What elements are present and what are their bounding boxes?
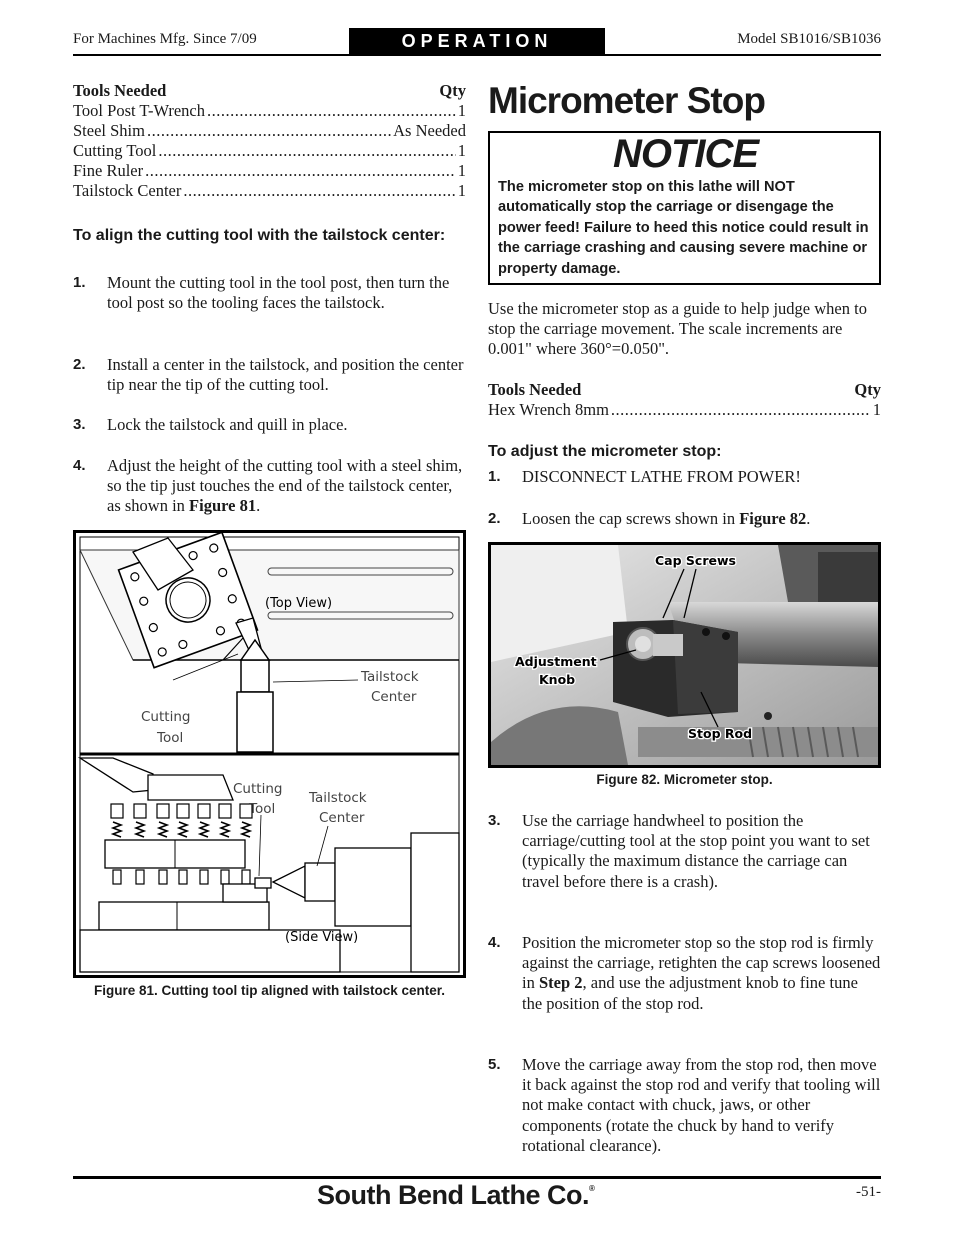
step-number: 1. — [488, 468, 501, 485]
figure-reference: Figure 81 — [189, 496, 257, 516]
header-machines-note: For Machines Mfg. Since 7/09 — [73, 31, 257, 47]
page-number: -51- — [856, 1184, 881, 1200]
step-number: 4. — [73, 457, 86, 474]
header-model: Model SB1016/SB1036 — [737, 31, 881, 47]
figure-81-illustration — [73, 530, 466, 978]
adjust-heading: To adjust the micrometer stop: — [488, 443, 722, 460]
label-cutting-1: Cutting — [141, 709, 191, 725]
tool-qty: 1 — [457, 141, 466, 160]
step-text-part: . — [806, 509, 811, 528]
step-number: 3. — [488, 812, 501, 829]
tools-row — [73, 161, 466, 181]
step-text-part: , and use the adjustment knob to fine tune the position of the stop rod. — [522, 973, 858, 1013]
adjust-step-5 — [488, 1055, 881, 1156]
label-side-tail-1: Tailstock — [309, 790, 367, 806]
step-text — [522, 933, 881, 1014]
adjust-step-1 — [488, 467, 881, 487]
adjust-step-3 — [488, 811, 881, 892]
right-tools-table — [488, 380, 881, 420]
footer-rule — [73, 1176, 881, 1179]
tool-qty: 1 — [872, 400, 881, 419]
step-text: Use the carriage handwheel to position the carriage/cutting tool at the stop point you want to set (typically the maximum distance the carriage can travel before there is a crash). — [522, 811, 870, 891]
align-step-3 — [73, 415, 466, 435]
step-text-part: Adjust the height of the cutting tool with a steel shim, so the tip just touches the end of the tailstock center, as shown in — [107, 456, 463, 516]
tools-row — [73, 141, 466, 161]
align-step-1 — [73, 273, 466, 313]
step-reference: Step 2 — [538, 973, 583, 993]
tools-row — [73, 101, 466, 121]
tools-header-qty: Qty — [854, 380, 881, 399]
step-text: Lock the tailstock and quill in place. — [107, 415, 348, 434]
align-step-2 — [73, 355, 466, 395]
tools-header-label: Tools Needed — [488, 380, 582, 399]
tools-row — [488, 400, 881, 420]
step-number: 1. — [73, 274, 86, 291]
step-number: 5. — [488, 1056, 501, 1073]
label-stop-rod: Stop Rod — [688, 726, 753, 741]
step-number: 3. — [73, 416, 86, 433]
figure-82-caption: Figure 82. Micrometer stop. — [596, 772, 773, 787]
tools-header — [488, 380, 881, 400]
step-text-part: . — [256, 496, 261, 516]
tool-qty: 1 — [457, 101, 466, 120]
label-adjustment-2: Knob — [539, 672, 576, 687]
section-title: Micrometer Stop — [488, 80, 765, 121]
step-number: 4. — [488, 934, 501, 951]
label-cap-screws: Cap Screws — [655, 553, 736, 568]
align-heading: To align the cutting tool with the tailstock center: — [73, 227, 446, 244]
step-text — [522, 509, 881, 529]
notice-body: The micrometer stop on this lathe will NOT automatically stop the carriage or disengage the power feed! Failure to heed this notice could result in the carriage crashing and causing severe machine or property damage. — [498, 179, 869, 277]
step-text — [107, 456, 466, 517]
label-tailstock-1: Tailstock — [361, 669, 419, 685]
registered-mark: ® — [588, 1184, 595, 1193]
tools-row — [73, 181, 466, 201]
tool-qty: 1 — [457, 181, 466, 200]
tools-header-label: Tools Needed — [73, 81, 167, 100]
header-section-band: OPERATION — [349, 28, 605, 54]
brand-name: South Bend Lathe Co. — [317, 1180, 589, 1210]
notice-box — [488, 131, 881, 285]
notice-heading: NOTICE — [613, 132, 759, 176]
label-adjustment-1: Adjustment — [515, 654, 597, 669]
tool-name: Tailstock Center — [73, 181, 182, 200]
label-top-view: (Top View) — [265, 596, 333, 611]
tools-header-qty: Qty — [439, 81, 466, 100]
label-tailstock-2: Center — [371, 689, 417, 705]
figure-reference: Figure 82 — [739, 509, 807, 528]
tools-row — [73, 121, 466, 141]
tool-name: Fine Ruler — [73, 161, 144, 180]
label-side-cutting-1: Cutting — [233, 781, 283, 797]
adjust-step-4 — [488, 933, 881, 1014]
step-text: Install a center in the tailstock, and position the center tip near the tip of the cutting tool. — [107, 355, 464, 395]
tool-name: Tool Post T-Wrench — [73, 101, 206, 120]
intro-paragraph: Use the micrometer stop as a guide to help judge when to stop the carriage movement. The scale increments are 0.001" where 360°=0.050". — [488, 299, 867, 359]
step-number: 2. — [73, 356, 86, 373]
figure-81-caption: Figure 81. Cutting tool tip aligned with tailstock center. — [93, 983, 446, 998]
step-number: 2. — [488, 510, 501, 527]
align-step-4 — [73, 456, 466, 517]
figure-82-photo — [488, 542, 881, 768]
tool-qty: As Needed — [393, 121, 466, 140]
tools-header — [73, 81, 466, 101]
left-tools-table — [73, 81, 466, 201]
step-text-part: Loosen the cap screws shown in — [522, 509, 740, 528]
tool-name: Cutting Tool — [73, 141, 157, 160]
step-text: DISCONNECT LATHE FROM POWER! — [522, 467, 801, 486]
step-text-part: Position the micrometer stop so the stop rod is firmly against the carriage, retighten the cap screws loosened in — [522, 933, 881, 993]
label-side-tail-2: Center — [319, 810, 365, 826]
step-text: Move the carriage away from the stop rod, then move it back against the stop rod and verify that tooling will not make contact with chuck, jaws, or other components (rotate the chuck by hand to verify rotational clearance). — [522, 1055, 881, 1155]
header-rule — [73, 54, 881, 56]
tool-name: Steel Shim — [73, 121, 145, 140]
footer-brand — [317, 1180, 594, 1211]
label-cutting-2: Tool — [157, 730, 184, 746]
label-side-cutting-2: Tool — [249, 801, 276, 817]
tool-qty: 1 — [457, 161, 466, 180]
adjust-step-2 — [488, 509, 881, 529]
label-side-view: (Side View) — [285, 930, 359, 945]
tool-name: Hex Wrench 8mm — [488, 400, 609, 419]
step-text: Mount the cutting tool in the tool post, then turn the tool post so the tooling faces the tailstock. — [107, 273, 450, 313]
